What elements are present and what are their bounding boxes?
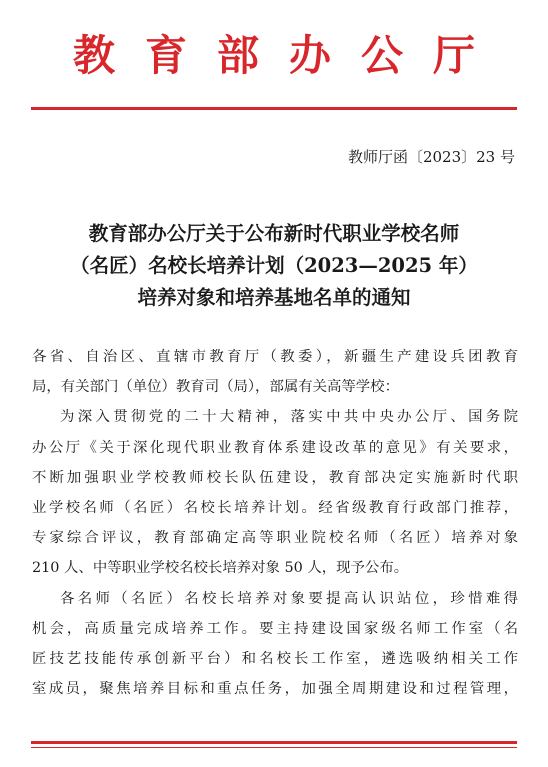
title-line: 培养对象和培养基地名单的通知 (137, 286, 411, 309)
body-line: 室成员，聚焦培养目标和重点任务，加强全周期建设和过程管理， (32, 681, 518, 698)
body-line: 匠技艺技能传承创新平台）和名校长工作室，遴选吸纳相关工作 (32, 651, 518, 668)
body-line: 办公厅《关于深化现代职业教育体系建设改革的意见》有关要求， (32, 439, 518, 456)
body-line-addressee: 各省、自治区、直辖市教育厅（教委），新疆生产建设兵团教育 (32, 349, 518, 365)
document-number: 教师厅函〔2023〕23 号 (347, 148, 515, 166)
body-line: 为深入贯彻党的二十大精神，落实中共中央办公厅、国务院 (60, 409, 518, 426)
document-body (32, 342, 518, 704)
body-line: 专家综合评议，教育部确定高等职业院校名师（名匠）培养对象 (32, 530, 518, 547)
title-line: 教育部办公厅关于公布新时代职业学校名师 (88, 222, 460, 245)
document-title (32, 218, 516, 314)
red-divider-bottom-thin (31, 747, 517, 748)
issuing-office-header: 教育部办公厅 (72, 31, 505, 80)
body-line: 业学校名师（名匠）名校长培养计划。经省级教育行政部门推荐， (32, 500, 518, 517)
body-line: 210 人、中等职业学校名校长培养对象 50 人，现予公布。 (32, 560, 409, 577)
body-line: 机会，高质量完成培养工作。要主持建设国家级名师工作室（名 (32, 620, 518, 637)
red-divider-bottom (31, 741, 517, 744)
body-line: 不断加强职业学校教师校长队伍建设，教育部决定实施新时代职 (32, 469, 518, 486)
red-divider-top (31, 107, 517, 110)
body-line-addressee: 局，有关部门（单位）教育司（局），部属有关高等学校： (32, 379, 399, 396)
body-line: 各名师（名匠）名校长培养对象要提高认识站位，珍惜难得 (60, 590, 518, 607)
title-line: （名匠）名校长培养计划（2023—2025 年） (70, 254, 478, 277)
